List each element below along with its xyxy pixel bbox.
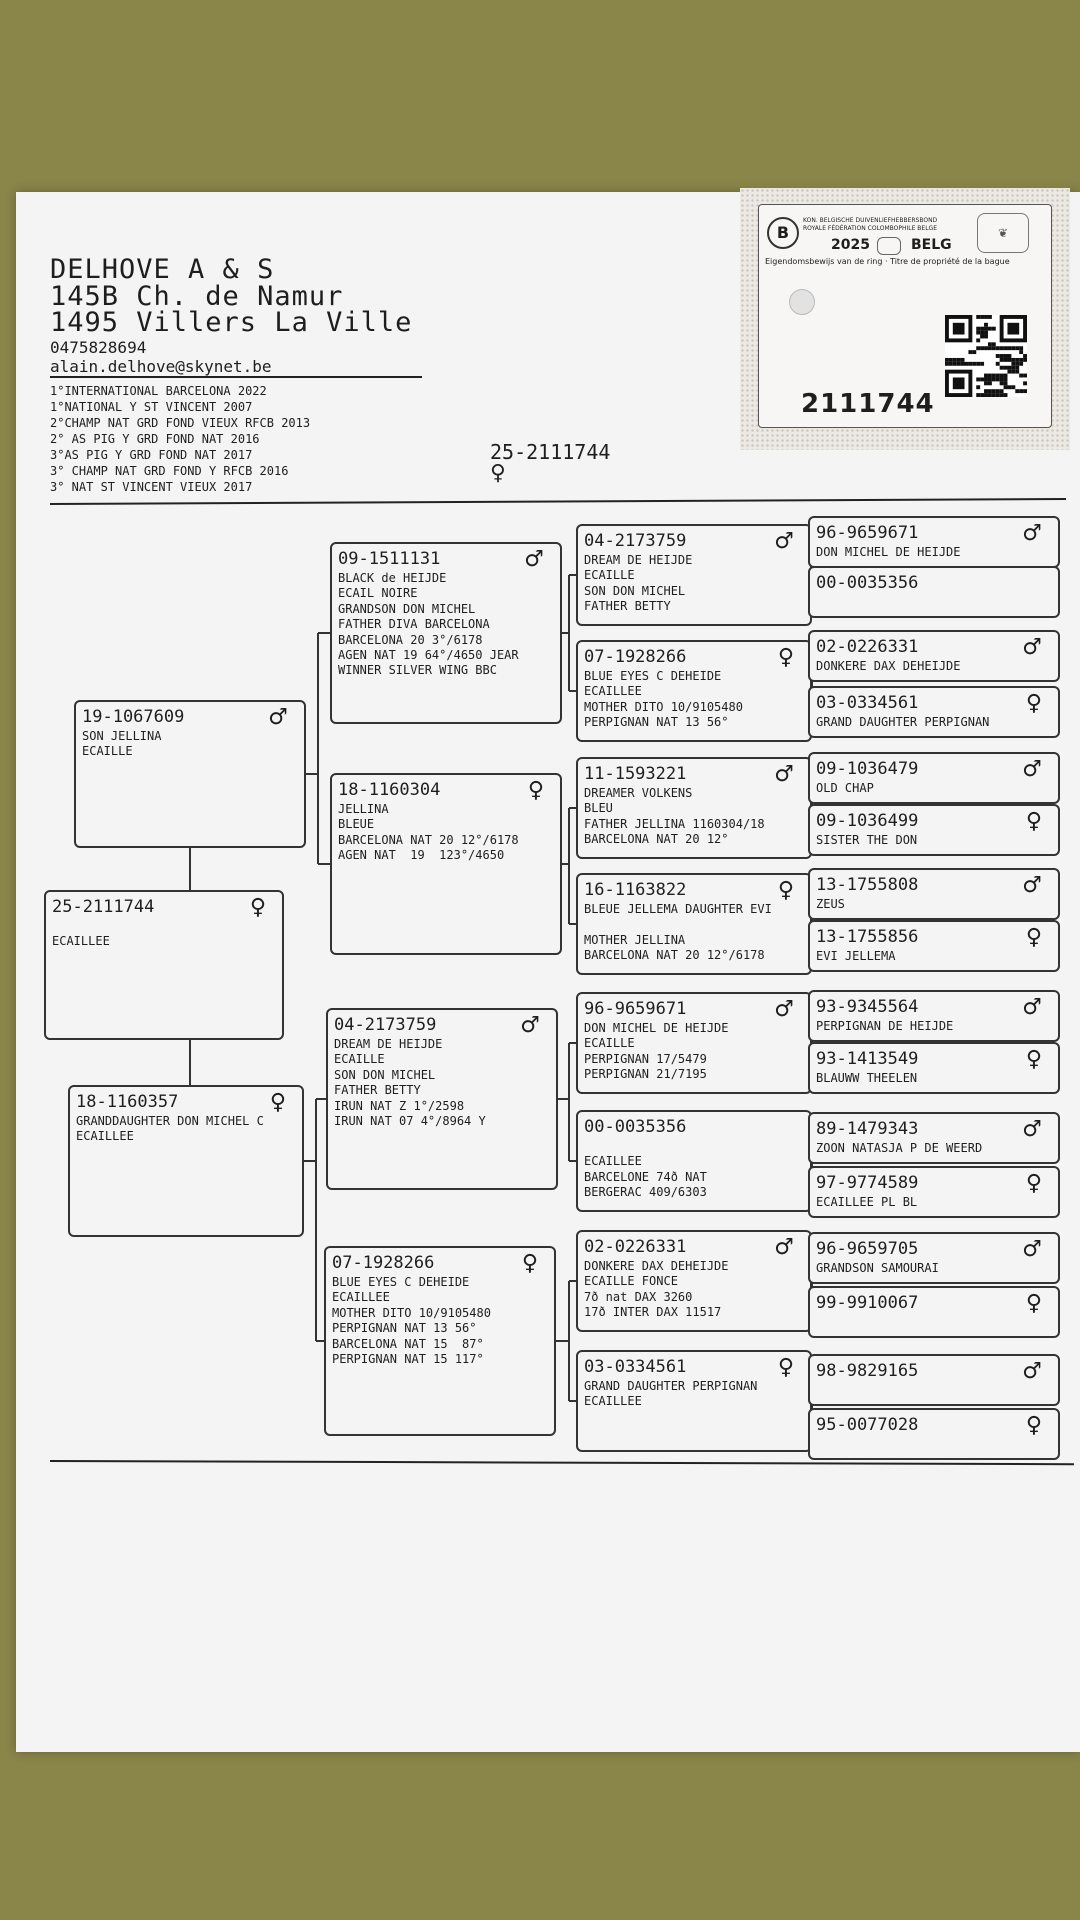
detail-line: GRANDSON SAMOURAI bbox=[816, 1261, 939, 1275]
detail-line: ZEUS bbox=[816, 897, 845, 911]
ring-number: 96-9659671 bbox=[816, 523, 919, 543]
honor-item: 1°NATIONAL Y ST VINCENT 2007 bbox=[50, 400, 253, 414]
detail-line: JELLINA bbox=[338, 802, 389, 816]
breeder-name: DELHOVE A & S bbox=[50, 254, 275, 285]
female-symbol-icon: ♀ bbox=[1025, 1413, 1042, 1438]
female-symbol-icon: ♀ bbox=[777, 878, 794, 903]
card-year: 2025 bbox=[831, 237, 870, 253]
ring-number: 13-1755856 bbox=[816, 927, 919, 947]
pedigree-card-g3 bbox=[808, 630, 1060, 682]
detail-line: DON MICHEL DE HEIJDE bbox=[584, 1021, 729, 1035]
female-symbol-icon: ♀ bbox=[1025, 1171, 1042, 1196]
detail-line: FATHER JELLINA 1160304/18 bbox=[584, 816, 765, 831]
detail-line: BLEU bbox=[584, 801, 613, 816]
bird-details bbox=[338, 802, 519, 864]
bird-details bbox=[816, 1195, 917, 1210]
detail-line: ECAILLEE bbox=[584, 684, 642, 699]
female-symbol-icon: ♀ bbox=[521, 1251, 538, 1276]
detail-line: 7ð nat DAX 3260 bbox=[584, 1289, 693, 1304]
ring-number: 00-0035356 bbox=[584, 1117, 687, 1137]
male-symbol-icon: ♂ bbox=[1022, 1237, 1042, 1262]
ring-number: 18-1160304 bbox=[338, 780, 441, 800]
pedigree-card-g10 bbox=[808, 1042, 1060, 1094]
female-symbol-icon: ♀ bbox=[1025, 1047, 1042, 1072]
ring-number: 16-1163822 bbox=[584, 880, 687, 900]
bird-details bbox=[584, 1139, 707, 1201]
detail-line: ECAILLEE PL BL bbox=[816, 1195, 918, 1209]
detail-line: DON MICHEL DE HEIJDE bbox=[816, 545, 961, 559]
bird-details bbox=[52, 919, 110, 950]
pedigree-card-g7 bbox=[808, 868, 1060, 920]
bird-details bbox=[584, 786, 765, 848]
detail-line: MOTHER DITO 10/9105480 bbox=[584, 699, 743, 714]
male-symbol-icon: ♂ bbox=[1022, 995, 1042, 1020]
pedigree-card-sds bbox=[576, 757, 812, 859]
detail-line: DREAMER VOLKENS bbox=[584, 786, 693, 800]
male-symbol-icon: ♂ bbox=[520, 1013, 540, 1038]
bird-details bbox=[584, 1021, 729, 1083]
bird-details bbox=[816, 949, 895, 964]
rfcb-logo-icon: B bbox=[767, 217, 799, 249]
pedigree-card-ss bbox=[330, 542, 562, 724]
detail-line: PERPIGNAN NAT 13 56° bbox=[584, 715, 729, 730]
detail-line: SISTER THE DON bbox=[816, 833, 918, 847]
detail-line: FATHER DIVA BARCELONA bbox=[338, 617, 490, 632]
pedigree-card-g12 bbox=[808, 1166, 1060, 1218]
detail-line: SON JELLINA bbox=[82, 729, 162, 743]
female-symbol-icon: ♀ bbox=[249, 895, 266, 920]
pedigree-card-g15 bbox=[808, 1354, 1060, 1406]
detail-line: GRANDSON DON MICHEL bbox=[338, 601, 476, 616]
male-symbol-icon: ♂ bbox=[774, 997, 794, 1022]
detail-line: ECAILLEE bbox=[584, 1394, 642, 1409]
detail-line: ECAILLE bbox=[82, 744, 133, 759]
ring-number: 18-1160357 bbox=[76, 1092, 179, 1112]
ring-number: 04-2173759 bbox=[334, 1015, 437, 1035]
detail-line bbox=[584, 917, 772, 932]
detail-line: ECAILLEE bbox=[52, 934, 110, 949]
detail-line: BARCELONA NAT 20 12°/6178 bbox=[584, 948, 765, 963]
ring-number: 93-9345564 bbox=[816, 997, 919, 1017]
ring-number: 04-2173759 bbox=[584, 531, 687, 551]
male-symbol-icon: ♂ bbox=[1022, 757, 1042, 782]
detail-line: DREAM DE HEIJDE bbox=[334, 1037, 443, 1051]
card-country: BELG bbox=[911, 237, 952, 253]
ring-number: 02-0226331 bbox=[816, 637, 919, 657]
bird-details bbox=[584, 553, 692, 615]
female-symbol-icon: ♀ bbox=[527, 778, 544, 803]
male-symbol-icon: ♂ bbox=[774, 762, 794, 787]
pedigree-card-g11 bbox=[808, 1112, 1060, 1164]
ring-number: 11-1593221 bbox=[584, 764, 687, 784]
detail-line bbox=[52, 919, 110, 934]
detail-line: BARCELONE 74ð NAT bbox=[584, 1169, 707, 1184]
female-symbol-icon: ♀ bbox=[1025, 1291, 1042, 1316]
detail-line: MOTHER DITO 10/9105480 bbox=[332, 1305, 491, 1320]
bird-details bbox=[816, 1071, 917, 1086]
ring-number: 96-9659671 bbox=[584, 999, 687, 1019]
pedigree-card-sd bbox=[330, 773, 562, 955]
detail-line: PERPIGNAN NAT 15 117° bbox=[332, 1352, 484, 1367]
male-symbol-icon: ♂ bbox=[774, 1235, 794, 1260]
male-symbol-icon: ♂ bbox=[524, 547, 544, 572]
bird-details bbox=[338, 571, 519, 679]
ring-number: 07-1928266 bbox=[584, 647, 687, 667]
ring-number: 99-9910067 bbox=[816, 1293, 919, 1313]
pedigree-card-sire bbox=[74, 700, 306, 848]
ring-number: 19-1067609 bbox=[82, 707, 185, 727]
detail-line: 17ð INTER DAX 11517 bbox=[584, 1305, 722, 1320]
detail-line: SON DON MICHEL bbox=[584, 583, 686, 598]
pedigree-card-g14 bbox=[808, 1286, 1060, 1338]
detail-line: PERPIGNAN NAT 13 56° bbox=[332, 1321, 477, 1336]
pedigree-card-g8 bbox=[808, 920, 1060, 972]
female-symbol-icon: ♀ bbox=[777, 1355, 794, 1380]
detail-line: BARCELONA 20 3°/6178 bbox=[338, 632, 483, 647]
pedigree-sheet bbox=[16, 192, 1080, 1752]
bird-details bbox=[584, 1379, 757, 1410]
detail-line: BARCELONA NAT 20 12° bbox=[584, 832, 729, 847]
bird-details bbox=[816, 545, 961, 560]
pedigree-card-dss bbox=[576, 992, 812, 1094]
detail-line: ECAILLE bbox=[584, 1036, 635, 1051]
pedigree-card-sdd bbox=[576, 873, 812, 975]
breeder-email[interactable]: alain.delhove@skynet.be bbox=[50, 357, 272, 376]
detail-line: ECAILLEE bbox=[584, 1154, 642, 1169]
detail-line: FATHER BETTY bbox=[584, 599, 671, 614]
breeder-street: 145B Ch. de Namur bbox=[50, 281, 344, 312]
detail-line: BLEUE JELLEMA DAUGHTER EVI bbox=[584, 902, 772, 916]
breeder-phone: 0475828694 bbox=[50, 338, 147, 357]
pedigree-card-g16 bbox=[808, 1408, 1060, 1460]
pedigree-card-ds bbox=[326, 1008, 558, 1190]
detail-line: OLD CHAP bbox=[816, 781, 874, 795]
detail-line: SON DON MICHEL bbox=[334, 1067, 436, 1082]
bird-details bbox=[584, 1259, 729, 1321]
breeder-city: 1495 Villers La Ville bbox=[50, 307, 413, 338]
honor-item: 2°CHAMP NAT GRD FOND VIEUX RFCB 2013 bbox=[50, 416, 311, 430]
pedigree-card-ddd bbox=[576, 1350, 812, 1452]
bird-details bbox=[816, 659, 961, 674]
pedigree-card-g4 bbox=[808, 686, 1060, 738]
female-symbol-icon: ♀ bbox=[1025, 925, 1042, 950]
pedigree-card-ssd bbox=[576, 640, 812, 742]
detail-line: BLEUE bbox=[338, 817, 375, 832]
male-symbol-icon: ♂ bbox=[1022, 1117, 1042, 1142]
detail-line: ECAIL NOIRE bbox=[338, 586, 418, 601]
detail-line: EVI JELLEMA bbox=[816, 949, 896, 963]
detail-line: AGEN NAT 19 123°/4650 bbox=[338, 848, 505, 863]
female-symbol-icon: ♀ bbox=[1025, 809, 1042, 834]
detail-line: PERPIGNAN DE HEIJDE bbox=[816, 1019, 954, 1033]
detail-line bbox=[584, 1139, 707, 1154]
male-symbol-icon: ♂ bbox=[1022, 521, 1042, 546]
bird-details bbox=[816, 1019, 953, 1034]
honor-item: 1°INTERNATIONAL BARCELONA 2022 bbox=[50, 384, 267, 398]
bird-details bbox=[584, 902, 772, 964]
pedigree-card-g9 bbox=[808, 990, 1060, 1042]
bird-details bbox=[816, 1141, 982, 1156]
detail-line: BLAUWW THEELEN bbox=[816, 1071, 918, 1085]
federation-name-fr: ROYALE FÉDÉRATION COLOMBOPHILE BELGE bbox=[803, 225, 937, 232]
ring-number: 95-0077028 bbox=[816, 1415, 919, 1435]
pedigree-card-g6 bbox=[808, 804, 1060, 856]
ring-number: 89-1479343 bbox=[816, 1119, 919, 1139]
detail-line: ECAILLEE bbox=[76, 1129, 134, 1144]
honor-item: 2° AS PIG Y GRD FOND NAT 2016 bbox=[50, 432, 260, 446]
detail-line: ECAILLEE bbox=[332, 1290, 390, 1305]
subject-ring-number: 25-2111744 bbox=[490, 440, 611, 464]
ring-number: 09-1036479 bbox=[816, 759, 919, 779]
bird-details bbox=[816, 897, 845, 912]
pedigree-card-dam bbox=[68, 1085, 304, 1237]
pedigree-card-dd bbox=[324, 1246, 556, 1436]
detail-line: BARCELONA NAT 15 87° bbox=[332, 1336, 484, 1351]
detail-line: IRUN NAT 07 4°/8964 Y bbox=[334, 1114, 486, 1129]
detail-line: DONKERE DAX DEHEIJDE bbox=[584, 1259, 729, 1273]
pedigree-card-g13 bbox=[808, 1232, 1060, 1284]
detail-line: ECAILLE bbox=[334, 1052, 385, 1067]
ring-number: 02-0226331 bbox=[584, 1237, 687, 1257]
bird-details bbox=[816, 781, 874, 796]
detail-line: PERPIGNAN 21/7195 bbox=[584, 1067, 707, 1082]
bird-details bbox=[334, 1037, 486, 1129]
bird-details bbox=[816, 833, 917, 848]
federation-name-nl: KON. BELGISCHE DUIVENLIEFHEBBERSBOND bbox=[803, 217, 938, 224]
detail-line: IRUN NAT Z 1°/2598 bbox=[334, 1098, 465, 1113]
detail-line: PERPIGNAN 17/5479 bbox=[584, 1051, 707, 1066]
ring-number: 96-9659705 bbox=[816, 1239, 919, 1259]
ring-number: 03-0334561 bbox=[816, 693, 919, 713]
bird-details bbox=[584, 669, 743, 731]
ring-number: 07-1928266 bbox=[332, 1253, 435, 1273]
card-caption: Eigendomsbewijs van de ring · Titre de propriété de la bague bbox=[765, 257, 1010, 266]
ring-number: 93-1413549 bbox=[816, 1049, 919, 1069]
pedigree-card-g1 bbox=[808, 516, 1060, 568]
ring-number: 00-0035356 bbox=[816, 573, 919, 593]
ring-number: 13-1755808 bbox=[816, 875, 919, 895]
male-symbol-icon: ♂ bbox=[1022, 1359, 1042, 1384]
detail-line: BLACK de HEIJDE bbox=[338, 571, 447, 585]
detail-line: BARCELONA NAT 20 12°/6178 bbox=[338, 832, 519, 847]
detail-line: BERGERAC 409/6303 bbox=[584, 1185, 707, 1200]
detail-line: BLUE EYES C DEHEIDE bbox=[584, 669, 722, 683]
detail-line: ECAILLE FONCE bbox=[584, 1274, 678, 1289]
pedigree-card-g5 bbox=[808, 752, 1060, 804]
pedigree-card-dds bbox=[576, 1230, 812, 1332]
honor-item: 3° NAT ST VINCENT VIEUX 2017 bbox=[50, 480, 253, 494]
ring-number: 98-9829165 bbox=[816, 1361, 919, 1381]
detail-line: GRAND DAUGHTER PERPIGNAN bbox=[816, 715, 990, 729]
pedigree-card-g2 bbox=[808, 566, 1060, 618]
male-symbol-icon: ♂ bbox=[268, 705, 288, 730]
female-symbol-icon: ♀ bbox=[490, 458, 506, 488]
female-symbol-icon: ♀ bbox=[777, 645, 794, 670]
detail-line: GRANDDAUGHTER DON MICHEL C bbox=[76, 1114, 264, 1128]
detail-line: MOTHER JELLINA bbox=[584, 932, 686, 947]
male-symbol-icon: ♂ bbox=[774, 529, 794, 554]
card-ring-number: 2111744 bbox=[801, 389, 935, 419]
bird-details bbox=[816, 715, 989, 730]
male-symbol-icon: ♂ bbox=[1022, 873, 1042, 898]
honor-item: 3°AS PIG Y GRD FOND NAT 2017 bbox=[50, 448, 253, 462]
bird-details bbox=[816, 1261, 939, 1276]
male-symbol-icon: ♂ bbox=[1022, 635, 1042, 660]
detail-line: DONKERE DAX DEHEIJDE bbox=[816, 659, 961, 673]
ring-number: 09-1511131 bbox=[338, 549, 441, 569]
federation-emblem-icon: ❦ bbox=[977, 213, 1029, 253]
bird-details bbox=[332, 1275, 491, 1367]
detail-line: ECAILLE bbox=[584, 568, 635, 583]
detail-line: AGEN NAT 19 64°/4650 JEAR bbox=[338, 648, 519, 663]
detail-line: WINNER SILVER WING BBC bbox=[338, 663, 497, 678]
female-symbol-icon: ♀ bbox=[269, 1090, 286, 1115]
detail-line: GRAND DAUGHTER PERPIGNAN bbox=[584, 1379, 758, 1393]
detail-line: BLUE EYES C DEHEIDE bbox=[332, 1275, 470, 1289]
pedigree-card-subject bbox=[44, 890, 284, 1040]
ring-number: 03-0334561 bbox=[584, 1357, 687, 1377]
detail-line: DREAM DE HEIJDE bbox=[584, 553, 693, 567]
pedigree-card-sss bbox=[576, 524, 812, 626]
bird-details bbox=[76, 1114, 264, 1145]
detail-line: FATHER BETTY bbox=[334, 1083, 421, 1098]
pedigree-card-dsd bbox=[576, 1110, 812, 1212]
ring-number: 25-2111744 bbox=[52, 897, 155, 917]
detail-line: ZOON NATASJA P DE WEERD bbox=[816, 1141, 983, 1155]
ring-number: 97-9774589 bbox=[816, 1173, 919, 1193]
female-symbol-icon: ♀ bbox=[1025, 691, 1042, 716]
ring-number: 09-1036499 bbox=[816, 811, 919, 831]
honor-item: 3° CHAMP NAT GRD FOND Y RFCB 2016 bbox=[50, 464, 289, 478]
bird-details bbox=[82, 729, 161, 760]
